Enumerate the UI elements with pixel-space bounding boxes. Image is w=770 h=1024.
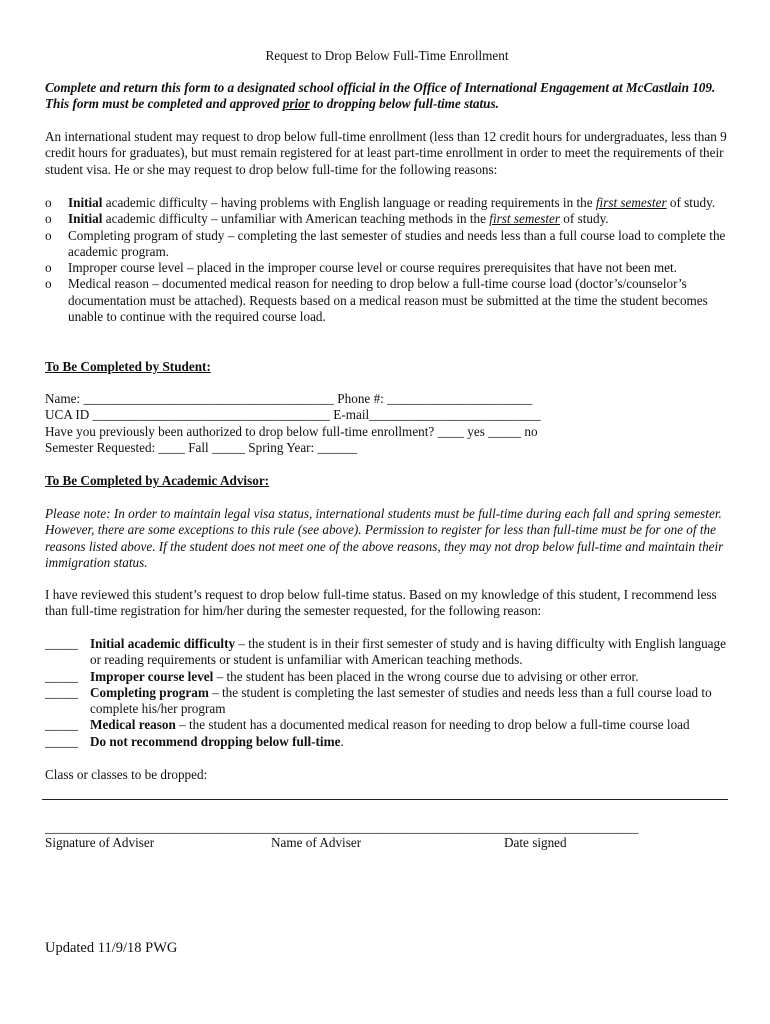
- classes-to-drop-label: Class or classes to be dropped:: [45, 767, 208, 782]
- reason-item: o Initial academic difficulty – unfamiliar with American teaching methods in the first semester of study.: [45, 211, 609, 227]
- bullet-icon: o: [45, 211, 52, 227]
- check-blank[interactable]: _____: [45, 636, 78, 651]
- review-paragraph: I have reviewed this student’s request to drop below full-time status. Based on my knowledge of this student, I recommend less than full-time registration for him/her during the semester requested, for the following reason:: [45, 587, 717, 619]
- recommendation-options: [45, 636, 729, 750]
- intro-text-2: to dropping below full-time status.: [309, 96, 499, 112]
- id-email-field[interactable]: UCA ID ____________________________________ E-mail__________________________: [45, 407, 541, 423]
- bullet-icon: o: [45, 260, 52, 276]
- intro-text-1: Complete and return this form to a designated school official in the Office of International Engagement at McCastlain 109. This form must be completed and approved: [45, 80, 716, 112]
- signature-labels: [45, 835, 729, 851]
- recommendation-option: _____ Do not recommend dropping below full-time.: [45, 733, 344, 749]
- reason-item: o Initial academic difficulty – having problems with English language or reading requirements in the first semester of study.: [45, 195, 716, 210]
- footer-updated: Updated 11/9/18 PWG: [45, 940, 178, 956]
- authorized-field[interactable]: Have you previously been authorized to drop below full-time enrollment? ____ yes _____ no: [45, 423, 538, 439]
- check-blank[interactable]: _____: [45, 668, 78, 684]
- recommendation-option: _____ Improper course level – the student has been placed in the wrong course due to advising or other error.: [45, 668, 639, 684]
- bullet-icon: o: [45, 195, 52, 210]
- adviser-name-label: Name of Adviser: [271, 835, 362, 850]
- check-blank[interactable]: _____: [45, 733, 78, 749]
- advisor-section-heading: To Be Completed by Academic Advisor:: [45, 473, 270, 488]
- student-section-heading: To Be Completed by Student:: [45, 359, 211, 374]
- eligibility-paragraph: An international student may request to drop below full-time enrollment (less than 12 credit hours for undergraduates, less than 9 credit hours for graduates), but must remain registered for at least part-time enrollment in order to meet the requirements of their student visa. He or she may request to drop below full-time for the following reasons:: [45, 129, 727, 177]
- reason-item: o Improper course level – placed in the improper course level or course requires prerequisites that have not been met.: [45, 260, 677, 276]
- date-signed-label: Date signed: [504, 835, 567, 850]
- reason-item: o Completing program of study – completing the last semester of studies and needs less than a full course load to complete the academic program.: [45, 227, 726, 259]
- classes-entry-line[interactable]: [42, 799, 728, 800]
- student-fields: [45, 391, 729, 456]
- name-phone-field[interactable]: Name: ______________________________________ Phone #: ______________________: [45, 391, 533, 406]
- bullet-icon: o: [45, 276, 52, 292]
- recommendation-option: _____ Completing program – the student is completing the last semester of studies and needs less than a full course load to complete his/her program: [45, 684, 712, 717]
- reasons-list: [45, 195, 729, 325]
- check-blank[interactable]: _____: [45, 684, 78, 700]
- form-title: Request to Drop Below Full-Time Enrollment: [265, 48, 509, 63]
- signature-label: Signature of Adviser: [45, 835, 155, 850]
- recommendation-option: _____ Initial academic difficulty – the student is in their first semester of study and is having difficulty with English language or reading requirements or student is unfamiliar with American teaching methods.: [45, 636, 726, 668]
- recommendation-option: _____ Medical reason – the student has a documented medical reason for needing to drop below a full-time course load: [45, 717, 690, 733]
- semester-field[interactable]: Semester Requested: ____ Fall _____ Spring Year: ______: [45, 439, 358, 455]
- intro-underlined: prior: [282, 96, 310, 112]
- check-blank[interactable]: _____: [45, 717, 78, 733]
- signature-line[interactable]: __________________________________________________________________________________________: [45, 820, 639, 835]
- visa-note: Please note: In order to maintain legal visa status, international students must be full-time during each fall and spring semester. However, there are some exceptions to this rule (see above). Permission to register for less than full-time must be for one of the reasons listed above. If the student does not meet one of the above reasons, they may not drop below full-time and maintain their immigration status.: [45, 506, 724, 570]
- reason-item: o Medical reason – documented medical reason for needing to drop below a full-time course load (doctor’s/counselor’s documentation must be attached). Requests based on a medical reason must be submitted at the time the student becomes unable to continue with the required course load.: [45, 276, 708, 325]
- bullet-icon: o: [45, 227, 52, 243]
- intro-instructions: [45, 80, 729, 113]
